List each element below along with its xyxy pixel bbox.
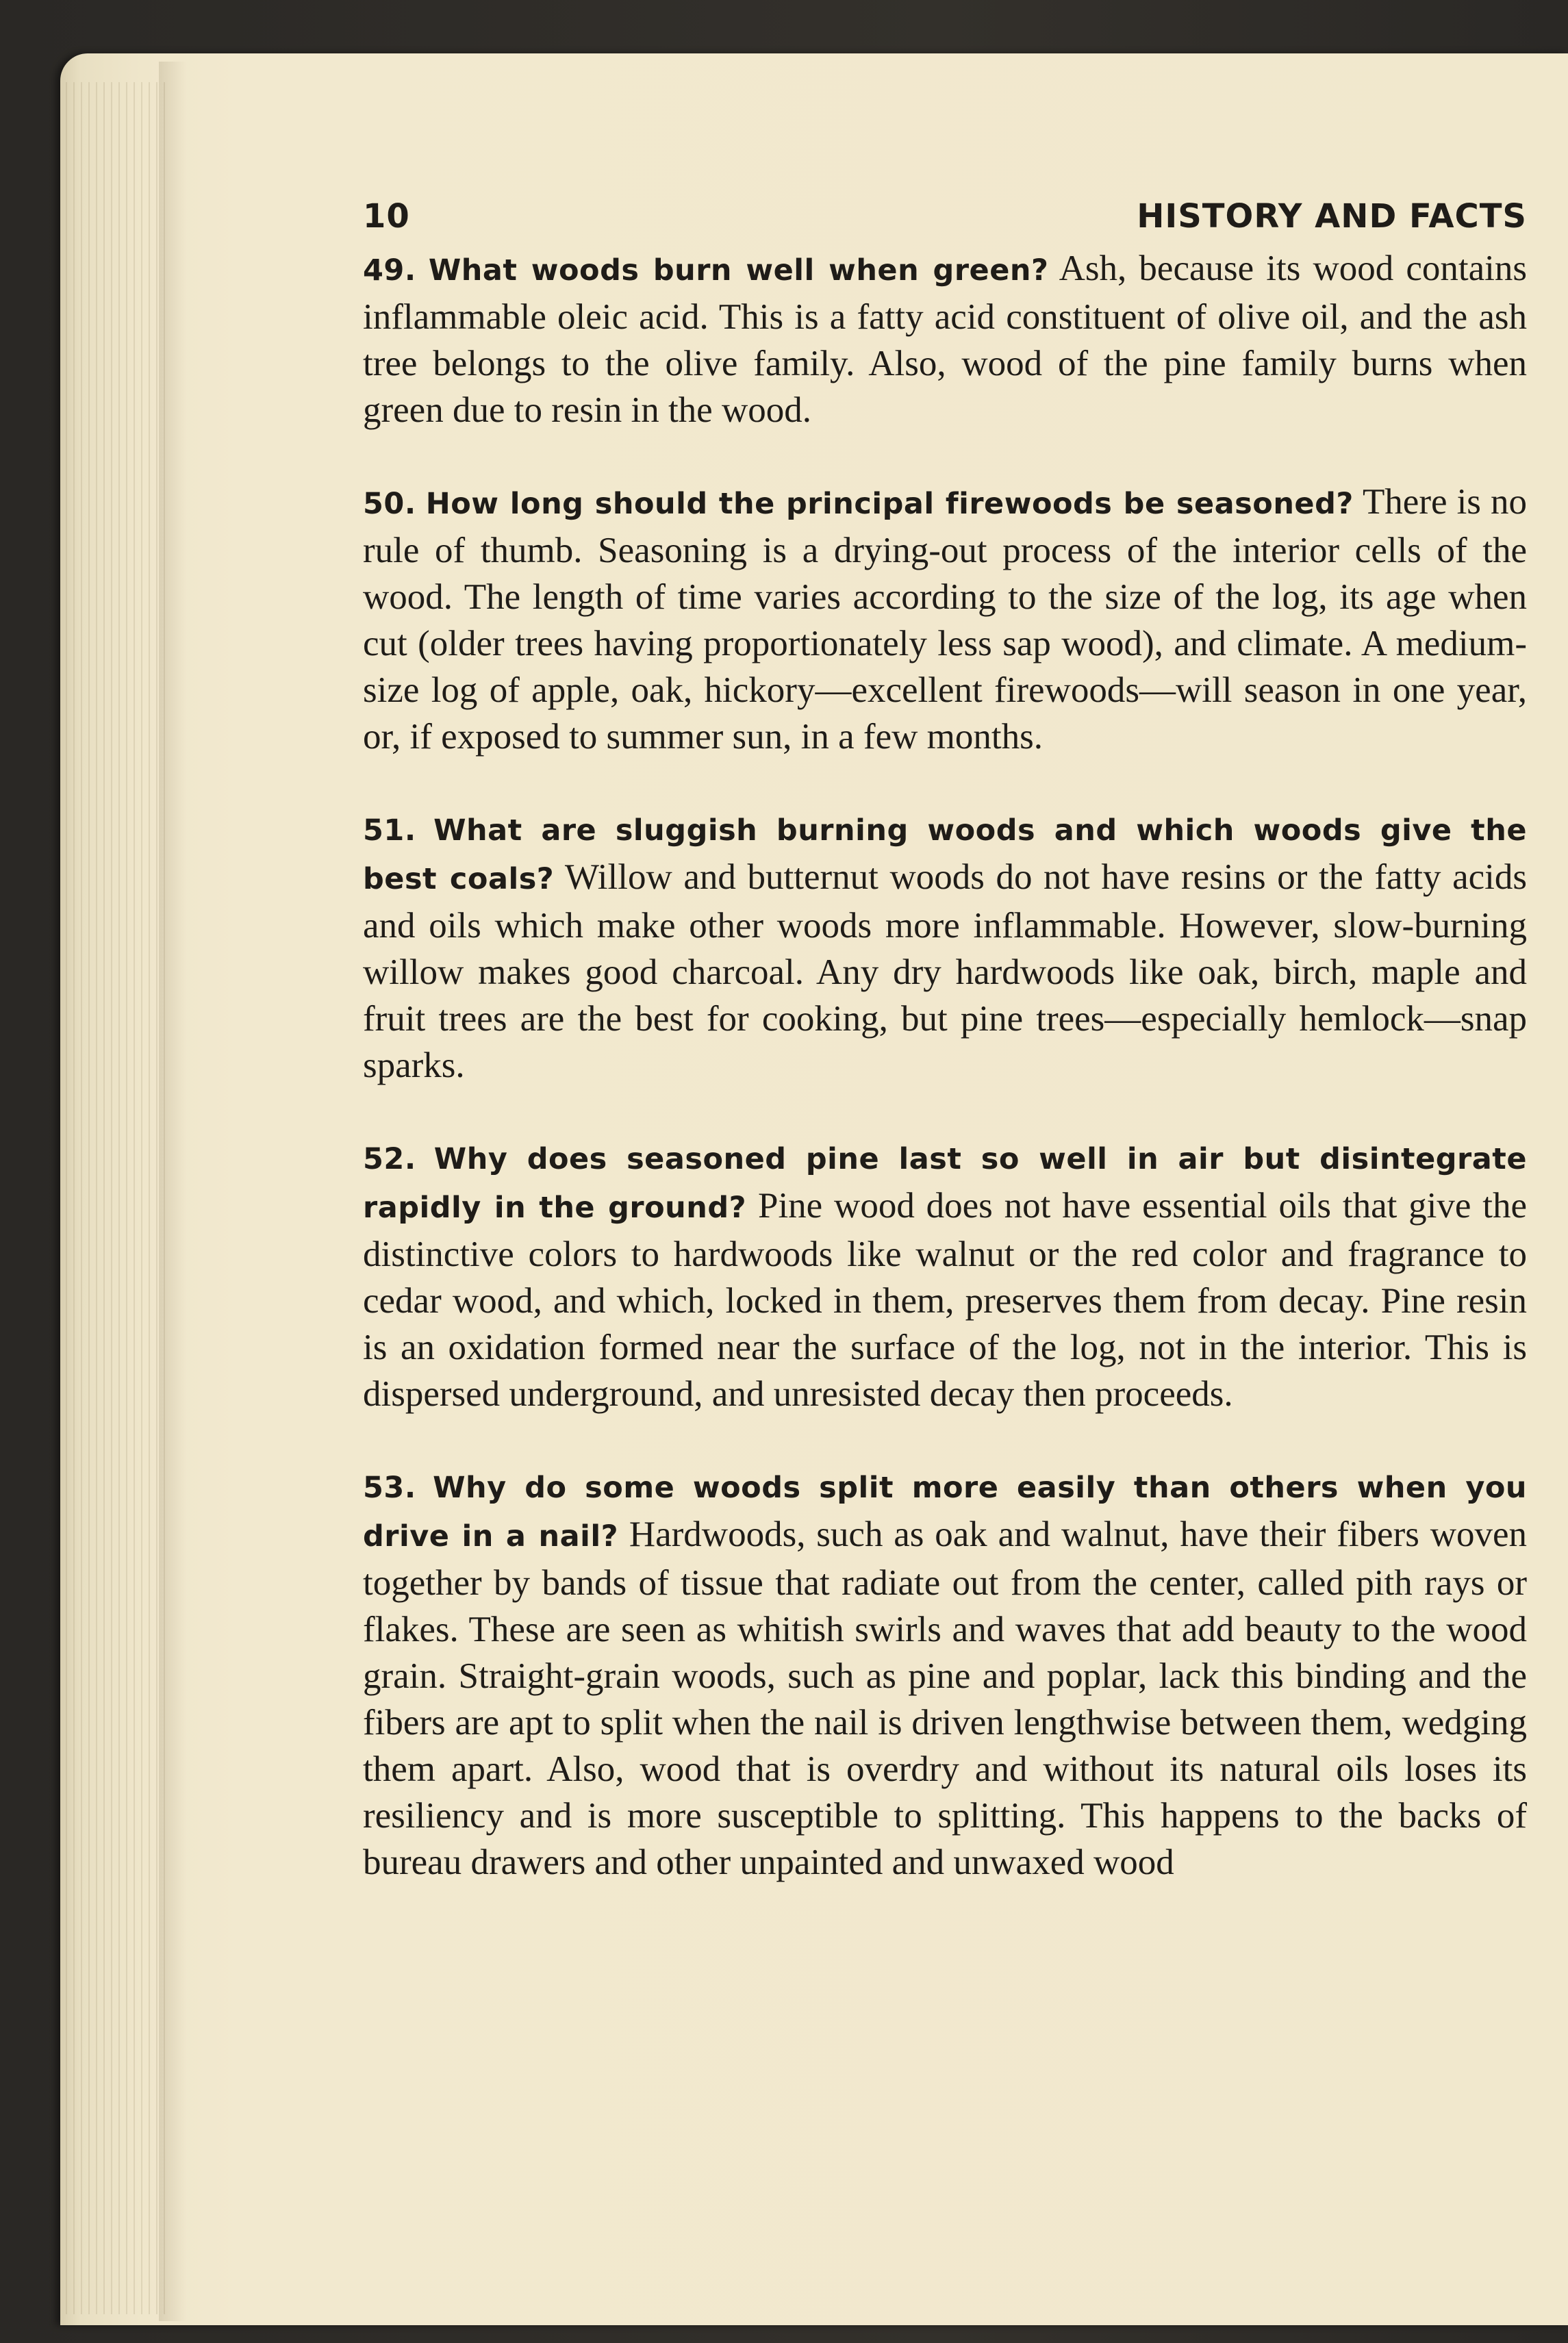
answer-text: Willow and butternut woods do not have resins or the fatty acids and oils which make other woods more inflammable. However, slow-burning willow makes good charcoal. Any dry hardwoods like oak, birch, maple and fruit trees are the best for cooking, but pine trees—especially hemlock—snap sparks. <box>363 857 1528 1085</box>
running-head <box>363 190 1527 245</box>
question-number: 50. <box>363 487 416 521</box>
answer-text: Ash, because its wood contains inflammable oleic acid. This is a fatty acid constituent of olive oil, and the ash tree belongs to the olive family. Also, wood of the pine family burns when green due to resin in the wood. <box>363 249 1528 430</box>
question-text: Why do some woods split more easily than others when you drive in a nail? <box>363 1471 1527 1554</box>
question-text: What are sluggish burning woods and which woods give the best coals? <box>363 813 1527 896</box>
answer-text: There is no rule of thumb. Seasoning is a drying-out process of the interior cells of the wood. The length of time varies according to the size of the log, its age when cut (older trees having proportionately less sap wood), and climate. A medium-size log of apple, oak, hickory—excellent firewoods—will season in one year, or, if exposed to summer sun, in a few months. <box>363 482 1527 757</box>
question-number: 51. <box>363 813 416 848</box>
entry-52 <box>363 1134 1527 1417</box>
answer-text: Pine wood does not have essential oils that give the distinctive colors to hardwoods like walnut or the red color and fragrance to cedar wood, and which, locked in them, preserves them from decay. Pine resin is an oxidation formed near the surface of the log, not in the interior. This is dispersed underground, and unresisted decay then proceeds. <box>363 1186 1528 1414</box>
entry-53 <box>363 1462 1527 1886</box>
section-title: HISTORY AND FACTS <box>1137 197 1527 236</box>
question-text: What woods burn well when green? <box>428 253 1049 288</box>
page-edges-decoration <box>66 82 168 2314</box>
answer-text: Hardwoods, such as oak and walnut, have their fibers woven together by bands of tissue that radiate out from the center, called pith rays or flakes. These are seen as whitish swirls and waves that add beauty to the wood grain. Straight-grain woods, such as pine and poplar, lack this binding and the fibers are apt to split when the nail is driven lengthwise between them, wedging them apart. Also, wood that is overdry and without its natural oils loses its resiliency and is more susceptible to splitting. This happens to the backs of bureau drawers and other unpainted and unwaxed wood <box>363 1515 1527 1882</box>
page-content <box>363 190 1527 1931</box>
question-number: 52. <box>363 1142 416 1176</box>
question-number: 53. <box>363 1471 416 1505</box>
entry-51 <box>363 805 1527 1089</box>
question-text: How long should the principal firewoods be seasoned? <box>425 487 1354 521</box>
page-number: 10 <box>363 197 410 236</box>
question-text: Why does seasoned pine last so well in air but disintegrate rapidly in the ground? <box>363 1142 1527 1225</box>
page-gutter-shadow <box>159 62 186 2321</box>
entry-49 <box>363 245 1527 433</box>
entry-50 <box>363 479 1527 760</box>
question-number: 49. <box>363 253 416 288</box>
